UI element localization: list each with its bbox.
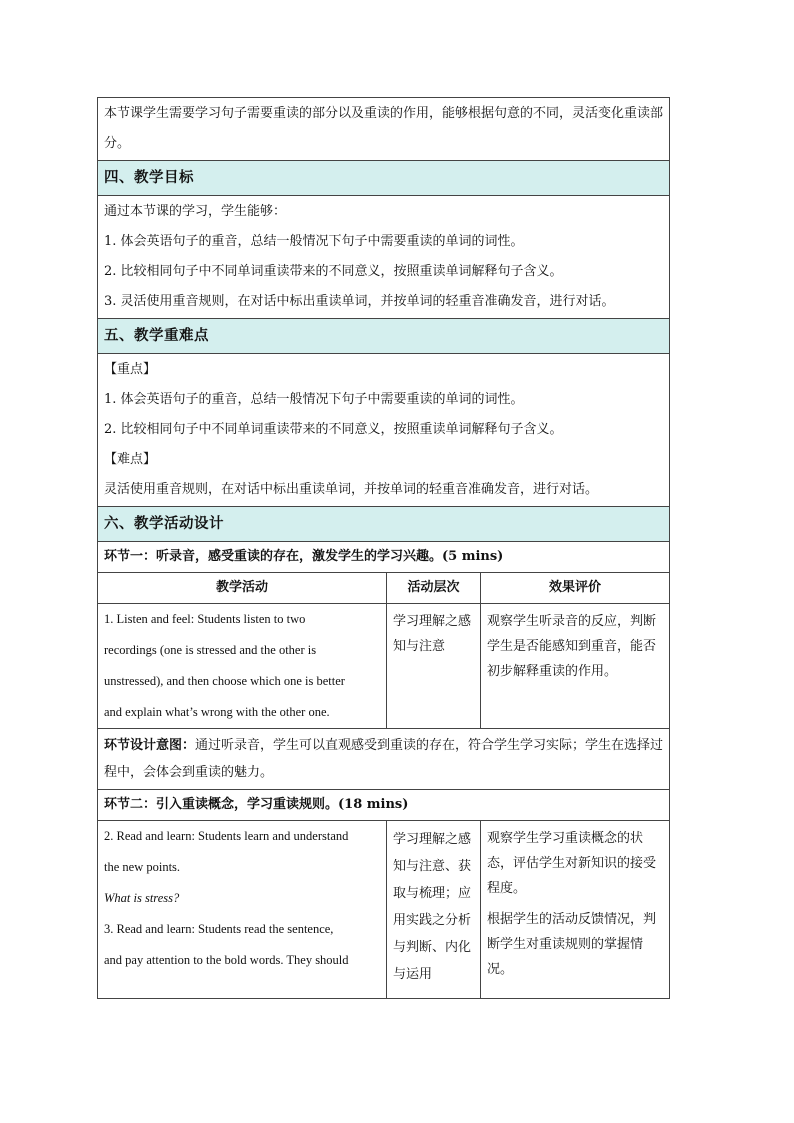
activity-line: 2. Read and learn: Students learn and understand (104, 829, 349, 843)
difficult-point-text: 灵活使用重音规则，在对话中标出重读单词，并按单词的轻重音准确发音，进行对话。 (104, 482, 599, 497)
level-cell: 学习理解之感知与注意、获取与梳理；应用实践之分析与判断、内化与运用 (387, 821, 481, 999)
section-teaching-objectives: 四、教学目标 (98, 161, 670, 196)
table-header-row (98, 573, 670, 604)
key-point-item: 2. 比较相同句子中不同单词重读带来的不同意义，按照重读单词解释句子含义。 (104, 422, 563, 437)
activity-line: and pay attention to the bold words. They should (104, 953, 349, 967)
objective-item: 1. 体会英语句子的重音，总结一般情况下句子中需要重读的单词的词性。 (104, 234, 524, 249)
header-level: 活动层次 (387, 573, 481, 604)
activity-line: and explain what’s wrong with the other one. (104, 705, 330, 719)
activity-line: unstressed), and then choose which one is better (104, 674, 345, 688)
activity-question: What is stress? (104, 891, 180, 905)
objectives-row (98, 196, 670, 319)
activity-line: the new points. (104, 860, 181, 874)
objective-item: 2. 比较相同句子中不同单词重读带来的不同意义，按照重读单词解释句子含义。 (104, 264, 563, 279)
section-activity-design: 六、教学活动设计 (98, 507, 670, 542)
key-points-row (98, 354, 670, 507)
level-cell: 学习理解之感知与注意 (387, 604, 481, 729)
activity-cell (98, 821, 387, 999)
section-key-difficult-points: 五、教学重难点 (98, 319, 670, 354)
header-evaluation: 效果评价 (481, 573, 670, 604)
activity-cell (98, 604, 387, 729)
evaluation-cell: 观察学生听录音的反应，判断学生是否能感知到重音，能否初步解释重读的作用。 (481, 604, 670, 729)
design-intent-row (98, 729, 670, 790)
evaluation-cell (481, 821, 670, 999)
objective-item: 3. 灵活使用重音规则，在对话中标出重读单词，并按单词的轻重音准确发音，进行对话。 (104, 294, 615, 309)
activity-line: 1. Listen and feel: Students listen to two (104, 612, 306, 626)
table-row (98, 604, 670, 729)
difficult-points-label: 【难点】 (104, 452, 157, 467)
activity-line: 3. Read and learn: Students read the sentence, (104, 922, 334, 936)
lesson-plan-table (97, 97, 669, 999)
stage-two-title: 环节二：引入重读概念，学习重读规则。(18 mins) (98, 790, 670, 821)
evaluation-text: 根据学生的活动反馈情况，判断学生对重读规则的掌握情况。 (487, 912, 657, 977)
design-intent-text: 通过听录音，学生可以直观感受到重读的存在，符合学生学习实际；学生在选择过程中，会体会到重读的魅力。 (104, 738, 664, 780)
key-points-label: 【重点】 (104, 362, 157, 377)
evaluation-text: 观察学生学习重读概念的状态，评估学生对新知识的接受程度。 (487, 831, 657, 896)
header-activity: 教学活动 (98, 573, 387, 604)
intro-row (98, 98, 670, 161)
key-point-item: 1. 体会英语句子的重音，总结一般情况下句子中需要重读的单词的词性。 (104, 392, 524, 407)
design-intent-label: 环节设计意图： (104, 738, 196, 753)
stage-one-title: 环节一：听录音，感受重读的存在，激发学生的学习兴趣。(5 mins) (98, 542, 670, 573)
intro-text: 本节课学生需要学习句子需要重读的部分以及重读的作用，能够根据句意的不同，灵活变化重读部分。 (98, 98, 670, 161)
objectives-lead: 通过本节课的学习，学生能够： (104, 204, 287, 219)
table-row (98, 821, 670, 999)
activity-line: recordings (one is stressed and the other is (104, 643, 317, 657)
